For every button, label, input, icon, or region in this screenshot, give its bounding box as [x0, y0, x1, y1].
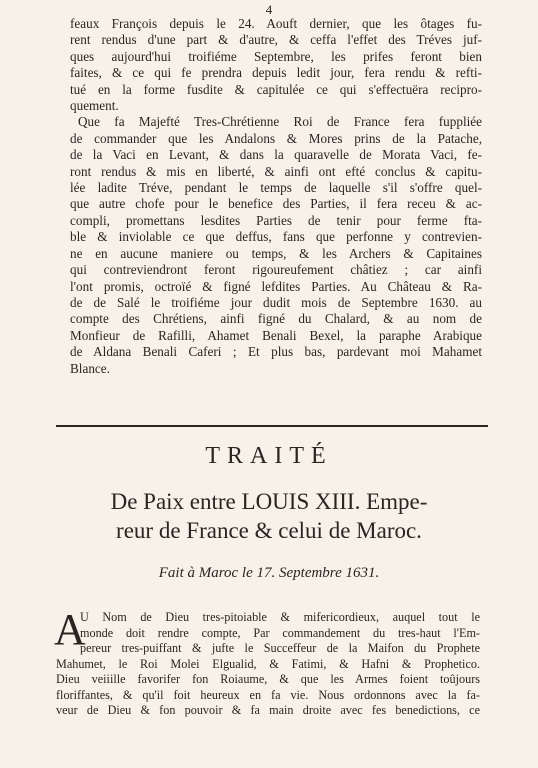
text-line: rent rendus d'une part & d'autre, & ceffa l'effet des Tréves juf-	[70, 32, 482, 48]
text-line: Dieu veiiille favorifer fon Roiaume, & que les Armes foient toûjours	[56, 672, 480, 686]
page-number: 4	[265, 2, 273, 17]
text-line: compte des Chrétiens, ainfi figné du Chalard, & au nom de	[70, 311, 482, 327]
treaty-subtitle	[50, 487, 488, 545]
text-line: de commander que les Andalons & Mores prins de la Patache,	[70, 130, 482, 146]
text-line: de de Salé le troifiéme jour dudit mois de Septembre 1630. au	[70, 294, 482, 310]
text-line: Monfieur de Rafilli, Ahamet Benali Bexel, la paraphe Arabique	[70, 327, 482, 343]
text-line: ne en aucune maniere ou temps, & les Archers & Capitaines	[70, 245, 482, 261]
text-line: faites, & ce qui fe prendra depuis ledit jour, fera rendu & refti-	[70, 65, 482, 81]
text-line: de la Vaci en Levant, & dans la quaravelle de Morata Vaci, fe-	[70, 147, 482, 163]
subtitle-line: reur de France & celui de Maroc.	[116, 518, 422, 543]
treaty-dateline: Fait à Maroc le 17. Septembre 1631.	[158, 565, 380, 581]
text-line: pereur tres-puiffant & jufte le Succeffeur de la Maifon du Prophete	[80, 641, 480, 655]
subtitle-line: De Paix entre LOUIS XIII. Empe-	[110, 489, 428, 514]
text-line: Que fa Majefté Tres-Chrétienne Roi de France fera fuppliée	[78, 114, 482, 130]
text-line: quement.	[70, 98, 119, 114]
text-line: l'ont promis, octroïé & figné lefdites Parties. Au Château & Ra-	[70, 278, 482, 294]
text-line: Mahumet, le Roi Molei Elgualid, & Fatimi, & Hafni & Prophetico.	[56, 656, 480, 671]
text-line: U Nom de Dieu tres-pitoiable & mifericordieux, auquel tout le	[80, 610, 480, 624]
section-divider	[56, 425, 488, 427]
text-line: compli, promettans lesdites Parties de tenir pour ferme fta-	[70, 212, 482, 228]
text-line: ques aujourd'hui troifiéme Septembre, les prifes feront bien	[70, 48, 482, 64]
treaty-continuation-text	[70, 16, 482, 377]
text-line: monde doit rendre compte, Par commandement du tres-haut l'Em-	[80, 625, 480, 640]
treaty-opening-text	[54, 605, 480, 719]
text-line: floriffantes, & qu'il foit heureux en fa vie. Nous ordonnons avec la fa-	[56, 687, 480, 702]
text-line: tué en la forme fusdite & capitulée ce qui s'effectuëra recipro-	[70, 81, 482, 97]
text-line: veur de Dieu & fon pouvoir & fa main droite avec fes benedictions, ce	[56, 703, 480, 717]
text-line: Blance.	[70, 360, 110, 376]
text-line: lée ladite Tréve, pendant le temps de laquelle s'il s'offre quel-	[70, 180, 482, 196]
text-line: ble & inviolable ce que deffus, fans que perfonne y contrevien-	[70, 229, 482, 245]
text-line: qui contreviendront feront rigoureufement châtiez ; car ainfi	[70, 262, 482, 278]
treaty-title: TRAITÉ	[205, 443, 333, 469]
text-line: ront rendus & mis en liberté, & ainfi ont efté conclus & capitu-	[70, 163, 482, 179]
text-line: feaux François depuis le 24. Aouft dernier, que les ôtages fu-	[70, 16, 482, 31]
drop-cap: A	[54, 605, 86, 654]
text-line: de Aldana Benali Caferi ; Et plus bas, pardevant moi Mahamet	[70, 344, 482, 360]
text-line: que autre chofe pour le benefice des Parties, il fera receu & ac-	[70, 196, 482, 212]
